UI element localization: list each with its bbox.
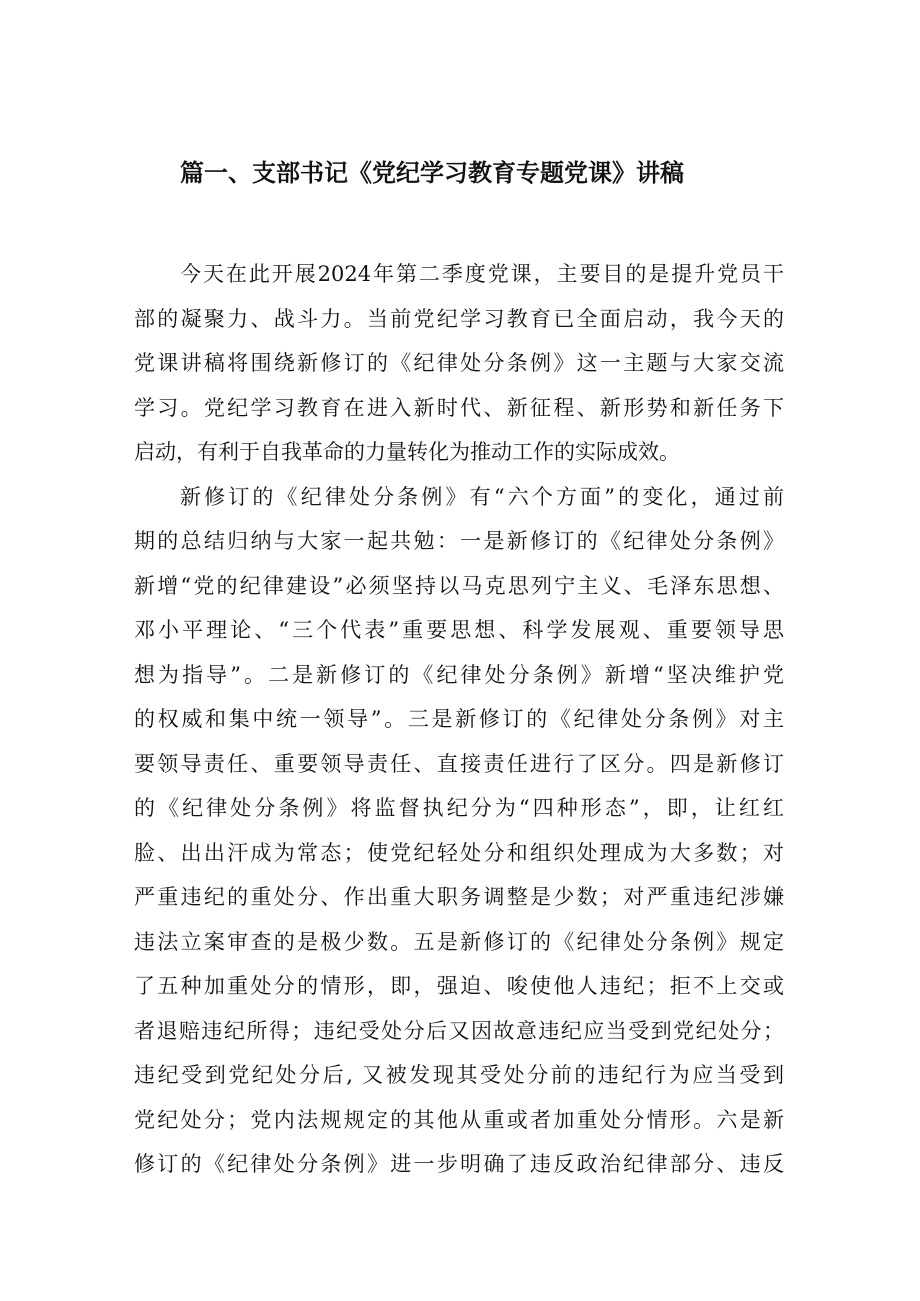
paragraph-line: 违法立案审查的是极少数。五是新修订的《纪律处分条例》规定 — [134, 929, 784, 954]
paragraph-line: 修订的《纪律处分条例》进一步明确了违反政治纪律部分、违反 — [134, 1152, 784, 1176]
document-body — [134, 252, 784, 1187]
paragraph-line: 党纪处分；党内法规规定的其他从重或者加重处分情形。六是新 — [134, 1107, 784, 1132]
paragraph-line: 者退赔违纪所得；违纪受处分后又因故意违纪应当受到党纪处分； — [134, 1018, 784, 1043]
document-title: 篇一、支部书记《党纪学习教育专题党课》讲稿 — [180, 159, 684, 187]
paragraph-line: 新增“党的纪律建设”必须坚持以马克思列宁主义、毛泽东思想、 — [134, 573, 784, 598]
paragraph-line: 学习。党纪学习教育在进入新时代、新征程、新形势和新任务下 — [134, 395, 784, 420]
paragraph-line: 期的总结归纳与大家一起共勉：一是新修订的《纪律处分条例》 — [134, 529, 784, 553]
paragraph-line: 今天在此开展2024年第二季度党课，主要目的是提升党员干 — [180, 262, 784, 286]
paragraph-line: 严重违纪的重处分、作出重大职务调整是少数；对严重违纪涉嫌 — [134, 885, 784, 909]
paragraph-line: 党课讲稿将围绕新修订的《纪律处分条例》这一主题与大家交流 — [134, 351, 784, 375]
paragraph-line: 的权威和集中统一领导”。三是新修订的《纪律处分条例》对主 — [134, 707, 784, 731]
paragraph-line: 想为指导”。二是新修订的《纪律处分条例》新增“坚决维护党 — [134, 662, 784, 687]
paragraph-line: 要领导责任、重要领导责任、直接责任进行了区分。四是新修订 — [134, 751, 784, 776]
paragraph-line: 的《纪律处分条例》将监督执纪分为“四种形态”，即，让红红 — [134, 796, 784, 820]
paragraph-line: 邓小平理论、“三个代表”重要思想、科学发展观、重要领导思 — [134, 618, 784, 642]
paragraph-line: 脸、出出汗成为常态；使党纪轻处分和组织处理成为大多数；对 — [134, 840, 784, 865]
paragraph-line: 了五种加重处分的情形，即，强迫、唆使他人违纪；拒不上交或 — [134, 974, 784, 998]
paragraph-line: 启动，有利于自我革命的力量转化为推动工作的实际成效。 — [134, 440, 680, 464]
paragraph-line: 部的凝聚力、战斗力。当前党纪学习教育已全面启动，我今天的 — [134, 306, 784, 331]
paragraph-line: 违纪受到党纪处分后, 又被发现其受处分前的违纪行为应当受到 — [134, 1063, 784, 1087]
paragraph-line: 新修订的《纪律处分条例》有“六个方面”的变化，通过前 — [180, 484, 784, 509]
